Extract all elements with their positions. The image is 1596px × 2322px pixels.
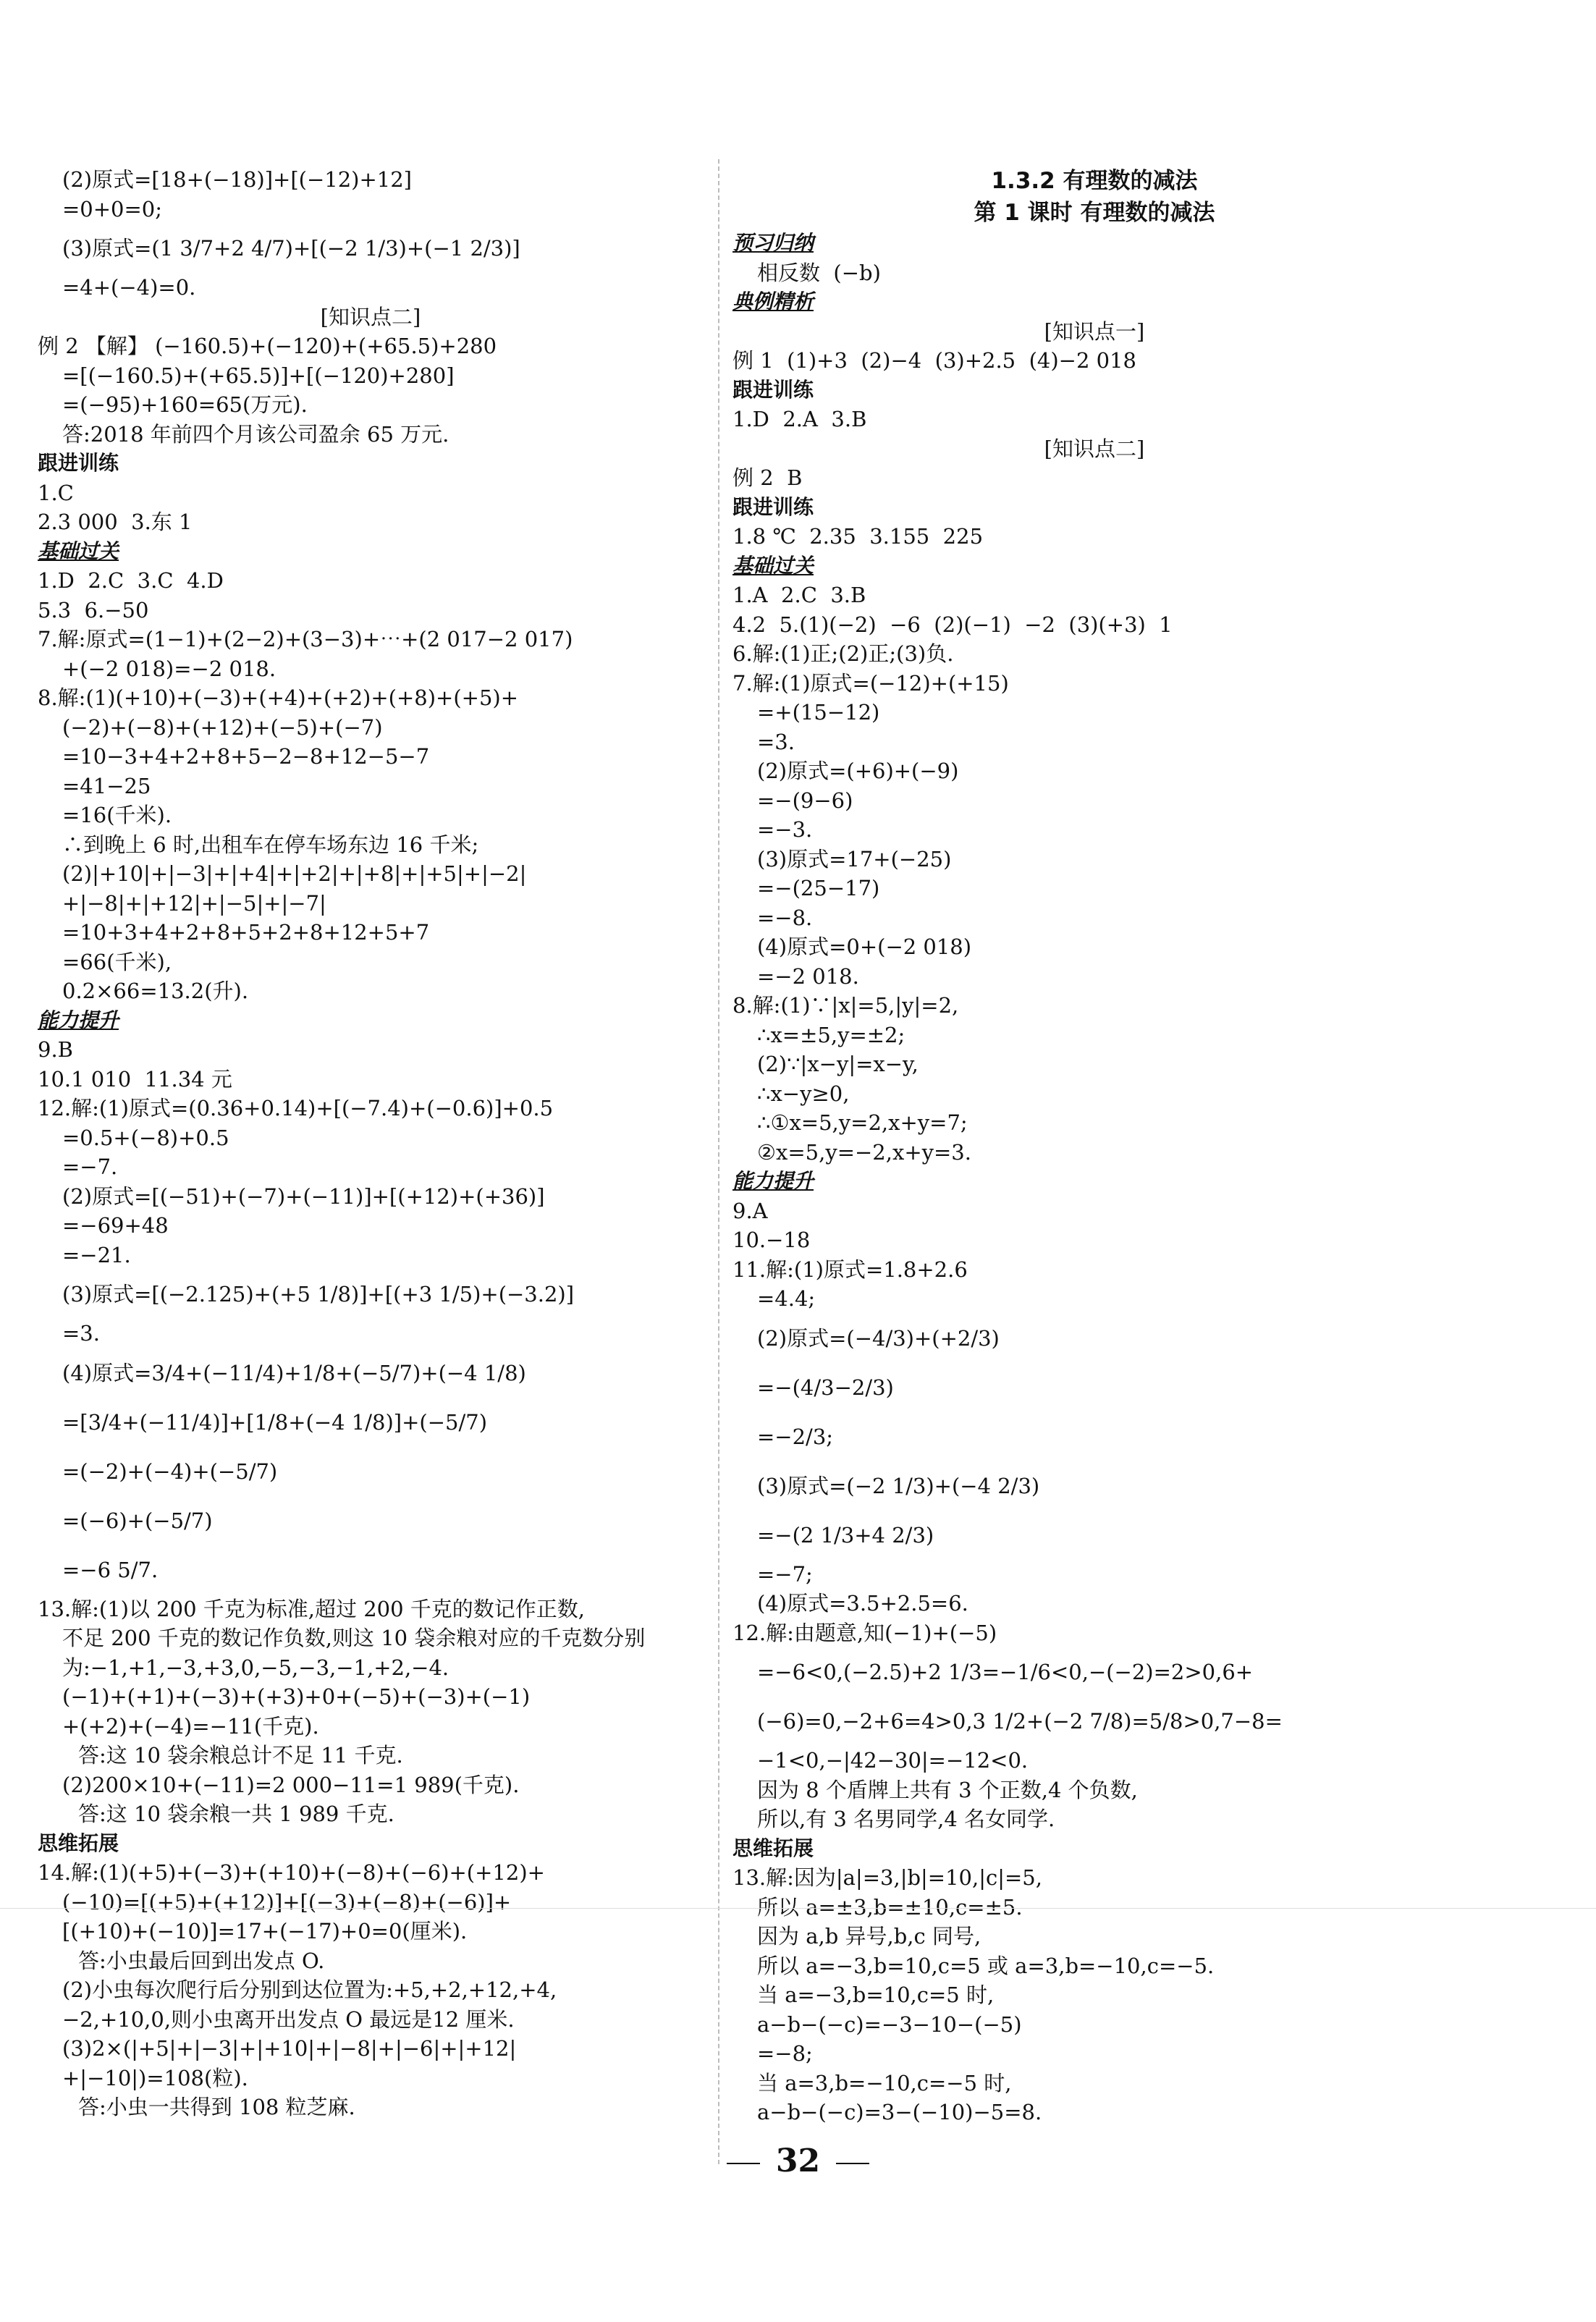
right-line: 8.解:(1)∵|x|=5,|y|=2, [732,993,959,1018]
right-line: 13.解:因为|a|=3,|b|=10,|c|=5, [732,1865,1042,1890]
left-line: [(+10)+(−10)]=17+(−17)+0=0(厘米). [62,1919,468,1943]
right-line: (4)原式=3.5+2.5=6. [757,1591,968,1616]
left-line: −2,+10,0,则小虫离开出发点 O 最远是12 厘米. [62,2006,515,2032]
left-line: =−21. [62,1242,131,1267]
right-line: =−8. [757,905,813,930]
left-line: [知识点二] [320,304,421,329]
left-line: 12.解:(1)原式=(0.36+0.14)+[(−7.4)+(−0.6)]+0.5 [38,1096,554,1120]
right-line: ∴x=±5,y=±2; [757,1022,905,1047]
left-line: (−2)+(−8)+(+12)+(−5)+(−7) [62,714,383,740]
right-line: 1.8 ℃ 2.35 3.155 225 [732,524,984,549]
left-line: (3)2×(|+5|+|−3|+|+10|+|−8|+|−6|+|+12| [62,2036,517,2061]
left-line: =[(−160.5)+(+65.5)]+[(−120)+280] [62,363,455,388]
right-line: ∴①x=5,y=2,x+y=7; [757,1110,968,1135]
left-line: 8.解:(1)(+10)+(−3)+(+4)+(+2)+(+8)+(+5)+ [38,685,519,710]
left-line: 能力提升 [38,1008,119,1032]
right-line: 典例精析 [732,290,814,313]
left-line: =(−6)+(−5/7) [62,1508,213,1533]
right-line: 10.−18 [732,1228,811,1252]
left-line: (2)原式=[18+(−18)]+[(−12)+12] [62,167,412,192]
right-line: (4)原式=0+(−2 018) [757,934,972,959]
left-line: 13.解:(1)以 200 千克为标准,超过 200 千克的数记作正数, [38,1596,585,1621]
page-number: 32 [775,2142,821,2179]
right-line: 例 1 (1)+3 (2)−4 (3)+2.5 (4)−2 018 [732,348,1136,373]
left-line: (2)|+10|+|−3|+|+4|+|+2|+|+8|+|+5|+|−2| [62,861,527,886]
left-line: 思维拓展 [38,1831,119,1855]
left-line: =−7. [62,1154,118,1179]
right-line: 能力提升 [732,1169,814,1193]
left-line: 基础过关 [38,539,119,563]
left-line: 1.D 2.C 3.C 4.D [38,568,224,593]
right-line: 跟进训练 [732,377,814,402]
right-line: (2)原式=(−4/3)+(+2/3) [757,1325,1000,1351]
left-line: =3. [62,1321,100,1346]
dash-right [836,2163,869,2164]
dash-left [727,2163,760,2164]
lesson-title: 第 1 课时 有理数的减法 [974,200,1215,226]
right-line: a−b−(−c)=3−(−10)−5=8. [757,2100,1042,2124]
left-line: 答:小虫最后回到出发点 O. [78,1948,325,1973]
right-line: (2)∵|x−y|=x−y, [757,1052,919,1076]
right-line: [知识点二] [1044,436,1145,461]
right-line: =−(25−17) [757,876,880,900]
left-line: +|−10|)=108(粒). [62,2065,248,2090]
right-line: 预习归纳 [732,231,814,255]
right-column [732,165,1456,2127]
right-line: (2)原式=(+6)+(−9) [757,759,959,783]
right-line: (−6)=0,−2+6=4>0,3 1/2+(−2 7/8)=5/8>0,7−8= [757,1709,1283,1734]
right-line: 所以 a=−3,b=10,c=5 或 a=3,b=−10,c=−5. [757,1953,1215,1978]
right-line: 所以 a=±3,b=±10,c=±5. [757,1894,1023,1920]
left-line: 14.解:(1)(+5)+(−3)+(+10)+(−8)+(−6)+(+12)+ [38,1860,545,1885]
right-line: 所以,有 3 名男同学,4 名女同学. [757,1807,1055,1831]
left-line: 10.1 010 11.34 元 [38,1066,232,1092]
left-line: =(−2)+(−4)+(−5/7) [62,1458,278,1484]
left-line: =41−25 [62,773,151,798]
left-line: 跟进训练 [38,451,119,475]
page-number-footer [0,2142,1596,2179]
left-line: 答:小虫一共得到 108 粒芝麻. [78,2095,355,2119]
right-line: 思维拓展 [732,1836,814,1860]
left-line: 0.2×66=13.2(升). [62,979,249,1003]
left-line: +(+2)+(−4)=−11(千克). [62,1713,319,1739]
left-line: (−1)+(+1)+(−3)+(+3)+0+(−5)+(−3)+(−1) [62,1684,531,1709]
left-line: =66(千米), [62,949,172,974]
right-line: (3)原式=(−2 1/3)+(−4 2/3) [757,1473,1040,1498]
left-line: (3)原式=[(−2.125)+(+5 1/8)]+[(+3 1/5)+(−3.2)] [62,1282,575,1306]
right-line: (3)原式=17+(−25) [757,846,952,871]
left-line: (3)原式=(1 3/7+2 4/7)+[(−2 1/3)+(−1 2/3)] [62,236,520,261]
right-line: =+(15−12) [757,700,880,725]
right-line: =−8; [757,2041,813,2066]
right-line: 9.A [732,1198,768,1223]
left-line: =10−3+4+2+8+5−2−8+12−5−7 [62,744,430,769]
right-line: =−(2 1/3+4 2/3) [757,1522,934,1548]
right-line: [知识点一] [1044,318,1145,344]
left-line: 2.3 000 3.东 1 [38,510,193,534]
left-line: (2)原式=[(−51)+(−7)+(−11)]+[(+12)+(+36)] [62,1183,545,1209]
right-line: =−6<0,(−2.5)+2 1/3=−1/6<0,−(−2)=2>0,6+ [757,1660,1254,1684]
left-line: =4+(−4)=0. [62,275,196,300]
left-line: =−6 5/7. [62,1557,159,1582]
left-column [38,165,704,2122]
right-line: ∴x−y≥0, [757,1081,850,1106]
left-line: 1.C [38,480,74,505]
left-line: 5.3 6.−50 [38,597,149,622]
right-line: ②x=5,y=−2,x+y=3. [757,1139,971,1165]
left-line: =0.5+(−8)+0.5 [62,1125,229,1150]
left-line: +(−2 018)=−2 018. [62,656,276,681]
right-line: =3. [757,729,795,754]
right-line: 因为 a,b 异号,b,c 同号, [757,1924,981,1949]
right-line: =−7; [757,1561,813,1587]
right-line: 当 a=3,b=−10,c=−5 时, [757,2070,1012,2095]
right-line: =−2/3; [757,1424,834,1449]
left-line: =16(千米). [62,803,172,827]
left-line: 答:2018 年前四个月该公司盈余 65 万元. [62,421,449,447]
right-line: 基础过关 [732,553,814,578]
section-title: 1.3.2 有理数的减法 [991,168,1198,194]
right-line: 12.解:由题意,知(−1)+(−5) [732,1620,997,1645]
right-line: 跟进训练 [732,494,814,519]
left-line: +|−8|+|+12|+|−5|+|−7| [62,890,326,916]
right-line: 11.解:(1)原式=1.8+2.6 [732,1257,968,1282]
right-line: a−b−(−c)=−3−10−(−5) [757,2011,1022,2037]
left-line: (4)原式=3/4+(−11/4)+1/8+(−5/7)+(−4 1/8) [62,1360,526,1385]
left-line: ∴到晚上 6 时,出租车在停车场东边 16 千米; [62,832,479,857]
left-line: =−69+48 [62,1213,169,1238]
left-line: =(−95)+160=65(万元). [62,392,308,417]
right-line: =−2 018. [757,963,859,989]
right-line: 1.D 2.A 3.B [732,407,867,431]
left-line: 为:−1,+1,−3,+3,0,−5,−3,−1,+2,−4. [62,1655,449,1680]
left-line: 9.B [38,1037,73,1062]
left-line: (2)小虫每次爬行后分别到达位置为:+5,+2,+12,+4, [62,1977,557,2002]
right-line: 7.解:(1)原式=(−12)+(+15) [732,670,1009,696]
left-line: =[3/4+(−11/4)]+[1/8+(−4 1/8)]+(−5/7) [62,1409,488,1435]
right-line: 4.2 5.(1)(−2) −6 (2)(−1) −2 (3)(+3) 1 [732,612,1173,637]
right-line: =−(4/3−2/3) [757,1375,894,1400]
left-line: 7.解:原式=(1−1)+(2−2)+(3−3)+⋯+(2 017−2 017) [38,627,573,651]
page-rule [0,1908,1596,1909]
right-line: 1.A 2.C 3.B [732,583,866,607]
left-line: =10+3+4+2+8+5+2+8+12+5+7 [62,920,430,945]
right-line: =−3. [757,817,813,842]
right-line: 例 2 B [732,465,803,490]
right-lines [732,229,1456,2127]
left-line: 答:这 10 袋余粮总计不足 11 千克. [78,1743,403,1768]
right-line: 6.解:(1)正;(2)正;(3)负. [732,641,954,666]
left-line: 答:这 10 袋余粮一共 1 989 千克. [78,1802,394,1826]
left-line: 例 2 【解】 (−160.5)+(−120)+(+65.5)+280 [38,334,497,358]
left-line: =0+0=0; [62,196,163,221]
right-line: 当 a=−3,b=10,c=5 时, [757,1983,995,2007]
right-line: 因为 8 个盾牌上共有 3 个正数,4 个负数, [757,1777,1138,1802]
column-divider [718,159,719,2164]
right-line: −1<0,−|42−30|=−12<0. [757,1748,1029,1773]
right-line: 相反数 (−b) [757,260,881,285]
right-line: =4.4; [757,1286,816,1311]
left-line: 不足 200 千克的数记作负数,则这 10 袋余粮对应的千克数分别 [62,1626,646,1650]
right-line: =−(9−6) [757,788,853,813]
left-line: (2)200×10+(−11)=2 000−11=1 989(千克). [62,1772,520,1797]
left-line: (−10)=[(+5)+(+12)]+[(−3)+(−8)+(−6)]+ [62,1889,512,1914]
